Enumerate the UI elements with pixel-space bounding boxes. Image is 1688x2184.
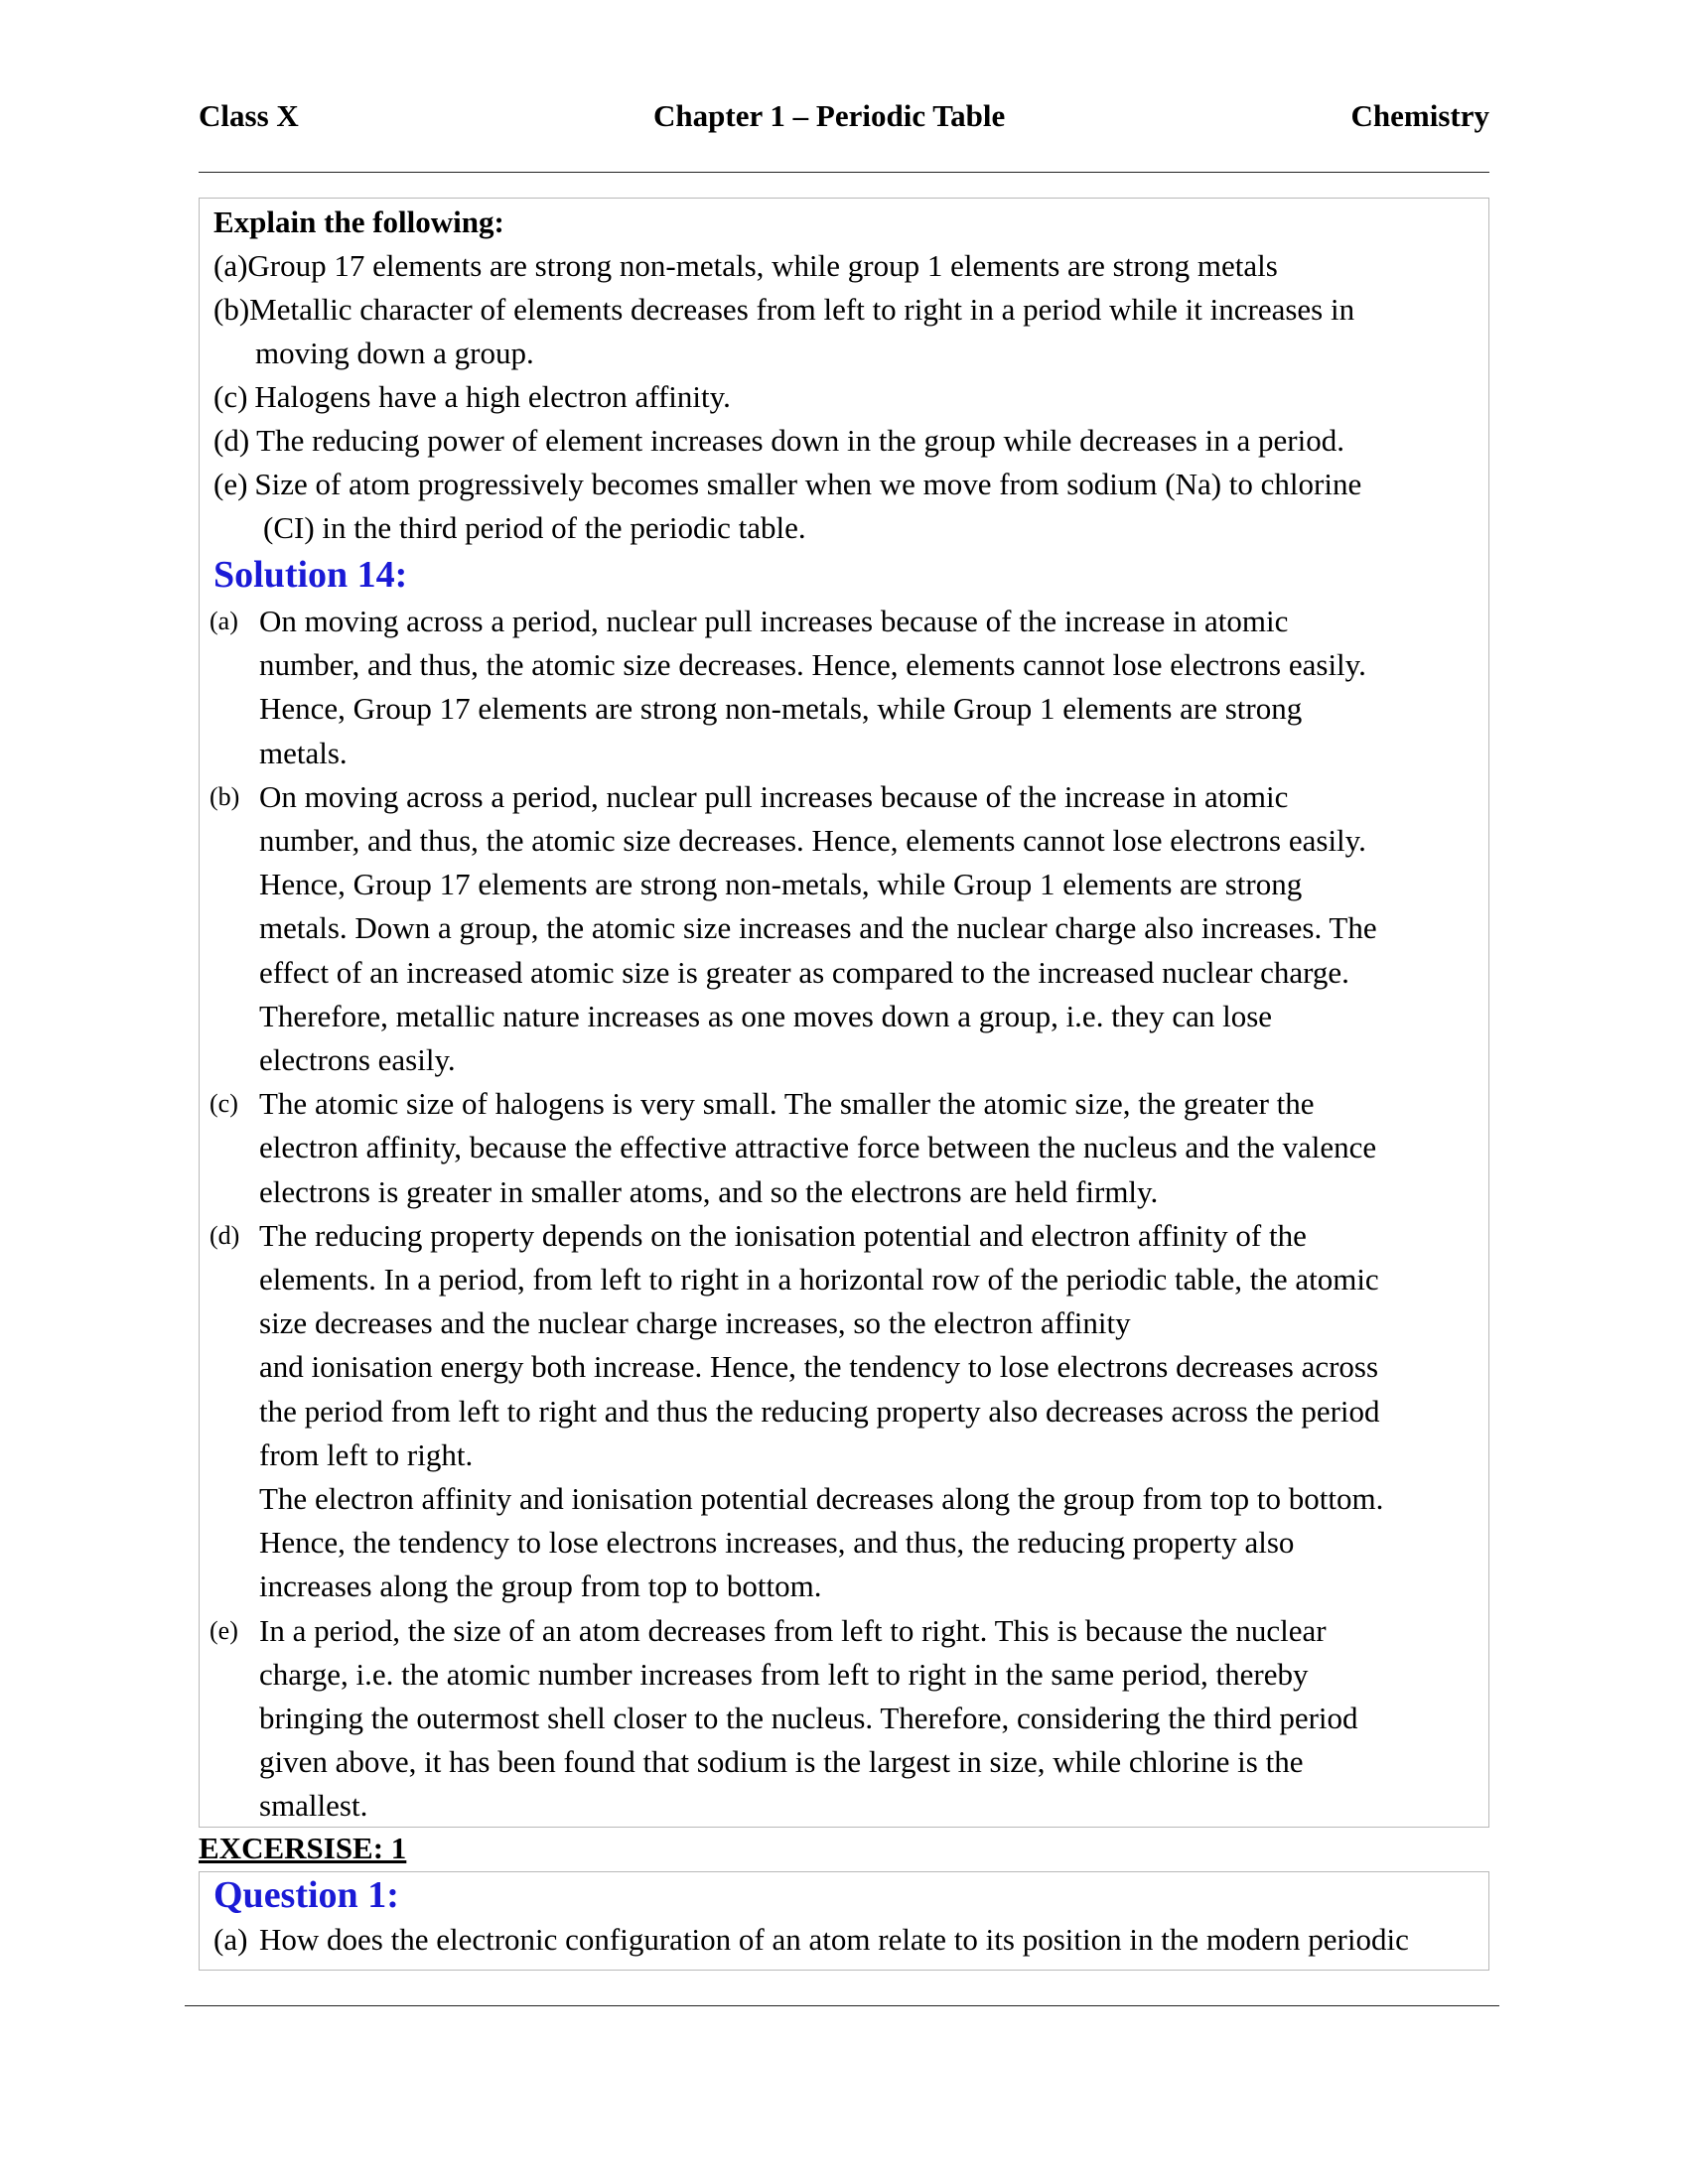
solution-line: bringing the outermost shell closer to the nucleus. Therefore, considering the third period bbox=[259, 1701, 1358, 1736]
solution-line: charge, i.e. the atomic number increases from left to right in the same period, thereby bbox=[259, 1656, 1309, 1692]
question-item-continuation: moving down a group. bbox=[255, 336, 534, 370]
question-item-label: (d) bbox=[213, 423, 250, 458]
solution-item-label: (c) bbox=[210, 1089, 238, 1119]
solution-item-label: (e) bbox=[210, 1615, 238, 1645]
question-item-text: Metallic character of elements decreases from left to right in a period while it increases in bbox=[249, 292, 1355, 327]
question-item-text: Size of atom progressively becomes smaller when we move from sodium (Na) to chlorine bbox=[254, 467, 1362, 501]
solution-item bbox=[210, 775, 1480, 1082]
solution-list bbox=[210, 600, 1480, 1829]
question-1-text: How does the electronic configuration of an atom relate to its position in the modern periodic bbox=[259, 1922, 1409, 1957]
question-1-label: (a) bbox=[213, 1922, 248, 1957]
solution-line: the period from left to right and thus the reducing property also decreases across the period bbox=[259, 1393, 1380, 1429]
solution-item bbox=[210, 1609, 1480, 1829]
question-item-label: (a) bbox=[213, 248, 248, 283]
solution-line: Hence, the tendency to lose electrons increases, and thus, the reducing property also bbox=[259, 1525, 1295, 1561]
solution-title: Solution 14: bbox=[213, 554, 408, 596]
question-1-box bbox=[199, 1871, 1489, 1971]
question-item-text: Group 17 elements are strong non-metals, while group 1 elements are strong metals bbox=[247, 248, 1278, 283]
solution-line: Hence, Group 17 elements are strong non-metals, while Group 1 elements are strong bbox=[259, 867, 1303, 902]
solution-line: size decreases and the nuclear charge increases, so the electron affinity bbox=[259, 1305, 1131, 1341]
solution-line: On moving across a period, nuclear pull increases because of the increase in atomic bbox=[259, 604, 1289, 638]
solution-item-label: (b) bbox=[210, 781, 240, 811]
question-item bbox=[213, 244, 1480, 288]
question-1-title: Question 1: bbox=[213, 1874, 399, 1916]
solution-line: smallest. bbox=[259, 1788, 368, 1824]
solution-line: metals. Down a group, the atomic size increases and the nuclear charge also increases. The bbox=[259, 910, 1377, 946]
question-item-label: (c) bbox=[213, 379, 248, 414]
solution-line: electron affinity, because the effective attractive force between the nucleus and the valence bbox=[259, 1130, 1377, 1165]
solution-line: electrons is greater in smaller atoms, and so the electrons are held firmly. bbox=[259, 1173, 1159, 1209]
question-heading: Explain the following: bbox=[213, 205, 504, 239]
exercise-heading: EXCERSISE: 1 bbox=[199, 1831, 407, 1865]
solution-line: from left to right. bbox=[259, 1436, 474, 1472]
solution-line: number, and thus, the atomic size decreases. Hence, elements cannot lose electrons easily. bbox=[259, 647, 1366, 683]
question-item bbox=[213, 288, 1480, 332]
question-item-label: (e) bbox=[213, 467, 248, 501]
question-item-text: The reducing power of element increases down in the group while decreases in a period. bbox=[256, 423, 1344, 458]
solution-line: increases along the group from top to bottom. bbox=[259, 1569, 822, 1604]
solution-line: and ionisation energy both increase. Hence, the tendency to lose electrons decreases across bbox=[259, 1349, 1379, 1385]
solution-line: The reducing property depends on the ionisation potential and electron affinity of the bbox=[259, 1217, 1307, 1253]
solution-line: electrons easily. bbox=[259, 1042, 456, 1078]
solution-item bbox=[210, 1214, 1480, 1609]
footer-rule bbox=[185, 2005, 1499, 2006]
question-item-text: Halogens have a high electron affinity. bbox=[254, 379, 731, 414]
question-item bbox=[213, 375, 1480, 419]
solution-line: The electron affinity and ionisation potential decreases along the group from top to bottom. bbox=[259, 1481, 1384, 1517]
question-item-label: (b) bbox=[213, 292, 250, 327]
question-1-item bbox=[213, 1918, 1480, 1962]
solution-line: effect of an increased atomic size is greater as compared to the increased nuclear charge. bbox=[259, 954, 1349, 990]
class-label: Class X bbox=[199, 98, 299, 133]
solution-line: In a period, the size of an atom decreases from left to right. This is because the nuclear bbox=[259, 1612, 1327, 1648]
solution-item bbox=[210, 1082, 1480, 1214]
header-rule bbox=[199, 172, 1489, 173]
solution-line: number, and thus, the atomic size decreases. Hence, elements cannot lose electrons easily. bbox=[259, 823, 1366, 859]
question-solution-box bbox=[199, 198, 1489, 1828]
solution-item-label: (a) bbox=[210, 607, 238, 635]
solution-line: Therefore, metallic nature increases as one moves down a group, i.e. they can lose bbox=[259, 998, 1273, 1033]
subject-label: Chemistry bbox=[1350, 98, 1489, 133]
solution-line: The atomic size of halogens is very small. The smaller the atomic size, the greater the bbox=[259, 1086, 1315, 1122]
solution-line: Hence, Group 17 elements are strong non-metals, while Group 1 elements are strong bbox=[259, 691, 1303, 727]
question-list bbox=[213, 244, 1480, 550]
solution-item-label: (d) bbox=[210, 1220, 240, 1250]
solution-line: On moving across a period, nuclear pull increases because of the increase in atomic bbox=[259, 778, 1289, 814]
solution-line: elements. In a period, from left to right in a horizontal row of the periodic table, the atomic bbox=[259, 1262, 1379, 1297]
solution-line: given above, it has been found that sodium is the largest in size, while chlorine is the bbox=[259, 1744, 1304, 1780]
page-header bbox=[199, 98, 1489, 142]
question-item bbox=[213, 463, 1480, 506]
solution-line: metals. bbox=[259, 735, 348, 770]
solution-item bbox=[210, 600, 1480, 775]
chapter-title: Chapter 1 – Periodic Table bbox=[653, 98, 1006, 133]
question-item bbox=[213, 419, 1480, 463]
question-item-continuation: (CI) in the third period of the periodic table. bbox=[263, 510, 806, 545]
